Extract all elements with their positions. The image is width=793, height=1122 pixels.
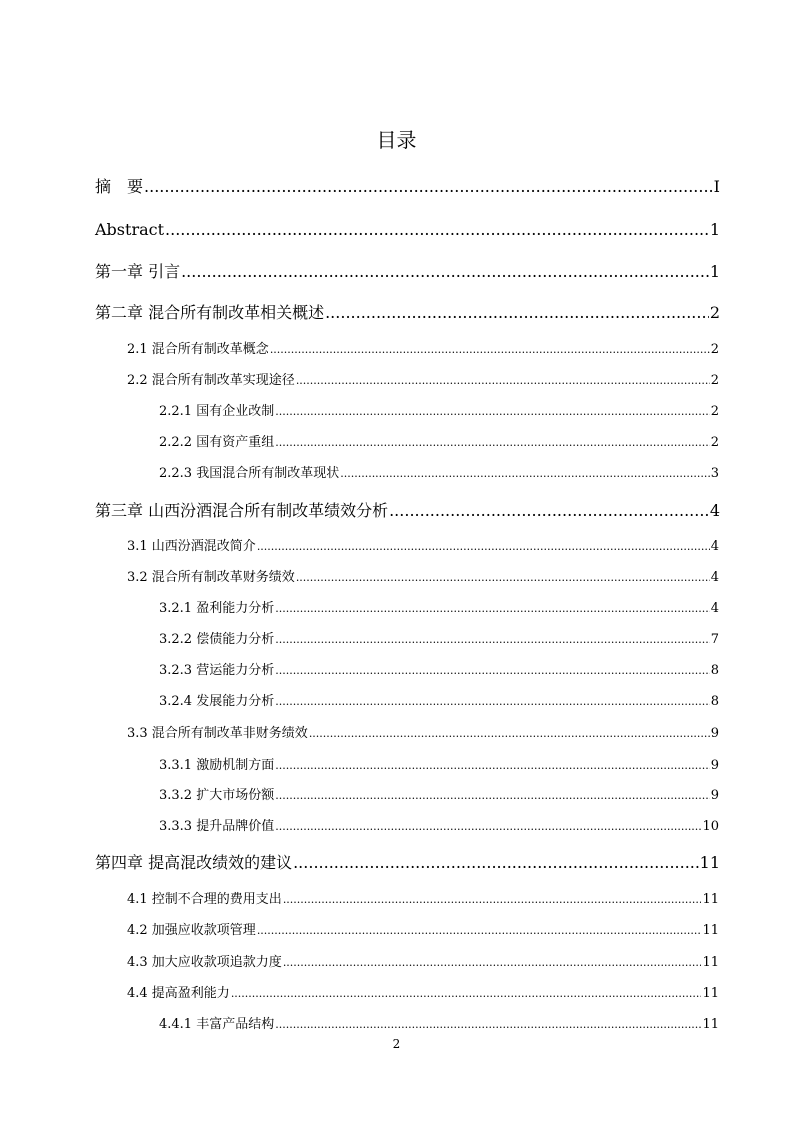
leader-dots <box>275 631 710 649</box>
leader-dots <box>257 922 702 940</box>
leader-dots <box>181 261 709 283</box>
toc-entry-3-2-2[interactable] <box>159 631 719 649</box>
toc-entry-label: 4.4 提高盈利能力 <box>127 986 230 1001</box>
leader-dots <box>275 403 710 421</box>
leader-dots <box>275 693 710 711</box>
toc-entry-page: 4 <box>710 539 719 554</box>
toc-entry-page: 11 <box>702 923 719 938</box>
toc-entry-label: 4.1 控制不合理的费用支出 <box>127 892 282 907</box>
toc-entry-abstract-cn[interactable] <box>95 176 720 198</box>
leader-dots <box>270 341 710 359</box>
toc-entry-label: 4.2 加强应收款项管理 <box>127 923 256 938</box>
toc-entry-chapter-1[interactable] <box>95 261 720 283</box>
toc-entry-page: 8 <box>710 663 719 678</box>
toc-entry-3-3[interactable] <box>127 725 719 743</box>
leader-dots <box>275 434 710 452</box>
toc-entry-label: 2.2 混合所有制改革实现途径 <box>127 373 295 388</box>
toc-entry-2-1[interactable] <box>127 341 719 359</box>
toc-entry-page: 2 <box>710 373 719 388</box>
leader-dots <box>275 1016 701 1034</box>
toc-entry-page: 2 <box>710 435 719 450</box>
toc-entry-page: 2 <box>710 342 719 357</box>
toc-entry-chapter-4[interactable] <box>95 852 720 874</box>
toc-entry-3-2[interactable] <box>127 569 719 587</box>
leader-dots <box>275 787 710 805</box>
leader-dots <box>389 500 709 522</box>
toc-entry-label: 3.2.2 偿债能力分析 <box>159 632 275 647</box>
leader-dots <box>275 600 710 618</box>
toc-entry-page: 9 <box>710 726 719 741</box>
toc-entry-page: 3 <box>710 466 719 481</box>
toc-entry-4-3[interactable] <box>127 954 719 972</box>
toc-entry-3-2-3[interactable] <box>159 662 719 680</box>
toc-entry-label: 3.3.1 激励机制方面 <box>159 758 275 773</box>
leader-dots <box>293 852 699 874</box>
toc-entry-4-2[interactable] <box>127 922 719 940</box>
toc-entry-page: I <box>713 177 720 196</box>
toc-entry-label: 3.3.2 扩大市场份额 <box>159 788 275 803</box>
leader-dots <box>283 954 702 972</box>
toc-entry-page: 1 <box>709 220 720 239</box>
toc-entry-page: 1 <box>709 262 720 281</box>
toc-entry-abstract-en[interactable] <box>95 219 720 241</box>
leader-dots <box>325 302 709 324</box>
toc-entry-2-2-2[interactable] <box>159 434 719 452</box>
toc-entry-label: 第二章 混合所有制改革相关概述 <box>95 303 325 322</box>
leader-dots <box>275 662 710 680</box>
toc-entry-3-3-2[interactable] <box>159 787 719 805</box>
toc-entry-page: 4 <box>709 501 720 520</box>
toc-entry-label: 3.2.4 发展能力分析 <box>159 694 275 709</box>
leader-dots <box>257 538 710 556</box>
toc-entry-page: 2 <box>710 404 719 419</box>
leader-dots <box>275 757 710 775</box>
toc-entry-2-2[interactable] <box>127 372 719 390</box>
leader-dots <box>309 725 710 743</box>
toc-entry-3-3-1[interactable] <box>159 757 719 775</box>
toc-entry-4-4-1[interactable] <box>159 1016 719 1034</box>
toc-entry-label: 第三章 山西汾酒混合所有制改革绩效分析 <box>95 501 389 520</box>
leader-dots <box>340 465 710 483</box>
leader-dots <box>144 176 713 198</box>
toc-entry-label: 4.3 加大应收款项追款力度 <box>127 955 282 970</box>
toc-entry-label: 2.1 混合所有制改革概念 <box>127 342 269 357</box>
leader-dots <box>296 372 710 390</box>
toc-entry-page: 11 <box>702 1017 719 1032</box>
toc-entry-chapter-3[interactable] <box>95 500 720 522</box>
toc-entry-page: 11 <box>702 892 719 907</box>
toc-entry-chapter-2[interactable] <box>95 302 720 324</box>
page-number: 2 <box>392 1037 401 1051</box>
leader-dots <box>275 818 701 836</box>
toc-entry-page: 11 <box>702 986 719 1001</box>
toc-entry-label: 3.2 混合所有制改革财务绩效 <box>127 570 295 585</box>
toc-entry-page: 7 <box>710 632 719 647</box>
toc-entry-page: 11 <box>699 853 720 872</box>
toc-entry-label: 2.2.1 国有企业改制 <box>159 404 275 419</box>
leader-dots <box>296 569 710 587</box>
toc-entry-label: 摘 要 <box>95 177 144 196</box>
toc-entry-3-2-1[interactable] <box>159 600 719 618</box>
toc-entry-4-4[interactable] <box>127 985 719 1003</box>
toc-entry-3-3-3[interactable] <box>159 818 719 836</box>
toc-entry-label: 3.1 山西汾酒混改简介 <box>127 539 256 554</box>
toc-entry-label: 2.2.3 我国混合所有制改革现状 <box>159 466 340 481</box>
toc-entry-page: 9 <box>710 758 719 773</box>
leader-dots <box>283 891 702 909</box>
toc-entry-label: 3.3 混合所有制改革非财务绩效 <box>127 726 308 741</box>
toc-entry-2-2-1[interactable] <box>159 403 719 421</box>
toc-entry-page: 11 <box>702 955 719 970</box>
leader-dots <box>231 985 702 1003</box>
toc-entry-label: 第四章 提高混改绩效的建议 <box>95 853 293 872</box>
toc-entry-page: 9 <box>710 788 719 803</box>
toc-entry-label: 2.2.2 国有资产重组 <box>159 435 275 450</box>
toc-entry-page: 4 <box>710 601 719 616</box>
toc-entry-label: 3.3.3 提升品牌价值 <box>159 819 275 834</box>
toc-entry-page: 10 <box>702 819 719 834</box>
toc-entry-4-1[interactable] <box>127 891 719 909</box>
toc-entry-page: 2 <box>709 303 720 322</box>
toc-entry-label: Abstract <box>95 220 165 239</box>
toc-entry-label: 3.2.3 营运能力分析 <box>159 663 275 678</box>
leader-dots <box>165 219 709 241</box>
toc-title: 目录 <box>376 128 417 152</box>
toc-entry-page: 4 <box>710 570 719 585</box>
toc-entry-3-1[interactable] <box>127 538 719 556</box>
toc-entry-label: 3.2.1 盈利能力分析 <box>159 601 275 616</box>
toc-entry-2-2-3[interactable] <box>159 465 719 483</box>
toc-entry-label: 4.4.1 丰富产品结构 <box>159 1017 275 1032</box>
toc-entry-3-2-4[interactable] <box>159 693 719 711</box>
toc-entry-page: 8 <box>710 694 719 709</box>
toc-entry-label: 第一章 引言 <box>95 262 181 281</box>
